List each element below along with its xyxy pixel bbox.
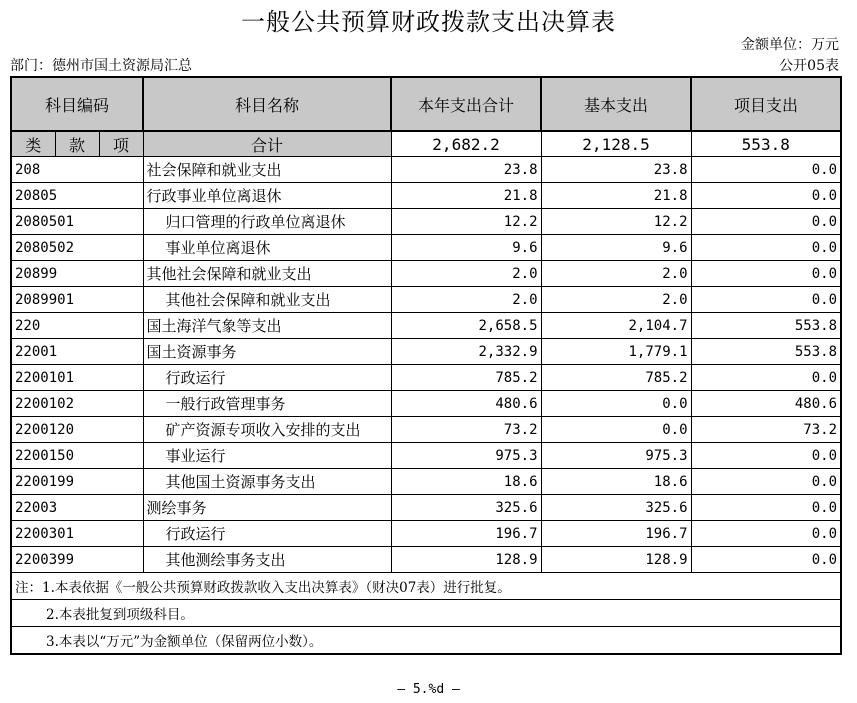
table-row	[11, 287, 841, 313]
row-name: 行政运行	[143, 365, 391, 391]
row-project: 0.0	[691, 469, 841, 495]
row-total: 23.8	[391, 157, 541, 183]
row-code: 22003	[11, 495, 143, 521]
row-project: 0.0	[691, 495, 841, 521]
row-total: 196.7	[391, 521, 541, 547]
row-name: 矿产资源专项收入安排的支出	[143, 417, 391, 443]
row-code: 20899	[11, 261, 143, 287]
table-row	[11, 339, 841, 365]
row-name: 事业运行	[143, 443, 391, 469]
row-total: 2.0	[391, 261, 541, 287]
row-basic: 21.8	[541, 183, 691, 209]
row-project: 0.0	[691, 261, 841, 287]
row-total: 785.2	[391, 365, 541, 391]
row-project: 553.8	[691, 313, 841, 339]
row-project: 0.0	[691, 365, 841, 391]
row-project: 480.6	[691, 391, 841, 417]
row-code: 2200399	[11, 547, 143, 573]
sum-project: 553.8	[691, 131, 841, 157]
row-basic: 2.0	[541, 261, 691, 287]
row-code: 20805	[11, 183, 143, 209]
row-name: 事业单位离退休	[143, 235, 391, 261]
row-name: 行政事业单位离退休	[143, 183, 391, 209]
row-basic: 0.0	[541, 417, 691, 443]
table-row	[11, 495, 841, 521]
table-row	[11, 443, 841, 469]
row-total: 2.0	[391, 287, 541, 313]
row-total: 2,332.9	[391, 339, 541, 365]
note-text: 注：1.本表依据《一般公共预算财政拨款收入支出决算表》（财决07表）进行批复。	[11, 573, 841, 600]
row-name: 其他国土资源事务支出	[143, 469, 391, 495]
row-name: 国土海洋气象等支出	[143, 313, 391, 339]
row-basic: 785.2	[541, 365, 691, 391]
row-name: 行政运行	[143, 521, 391, 547]
row-project: 0.0	[691, 521, 841, 547]
row-total: 2,658.5	[391, 313, 541, 339]
subheader-xiang: 项	[99, 131, 143, 157]
subheader-kuan: 款	[55, 131, 99, 157]
row-total: 12.2	[391, 209, 541, 235]
row-total: 73.2	[391, 417, 541, 443]
row-code: 2200102	[11, 391, 143, 417]
row-code: 2200101	[11, 365, 143, 391]
row-code: 2089901	[11, 287, 143, 313]
row-basic: 325.6	[541, 495, 691, 521]
row-project: 0.0	[691, 209, 841, 235]
header-total: 本年支出合计	[391, 77, 541, 131]
department-label: 部门：德州市国土资源局汇总	[10, 58, 192, 74]
subheader-lei: 类	[11, 131, 55, 157]
row-project: 553.8	[691, 339, 841, 365]
header-name: 科目名称	[143, 77, 391, 131]
expenditure-table	[10, 76, 842, 655]
row-code: 2200120	[11, 417, 143, 443]
table-row	[11, 391, 841, 417]
row-name: 一般行政管理事务	[143, 391, 391, 417]
row-name: 社会保障和就业支出	[143, 157, 391, 183]
row-total: 975.3	[391, 443, 541, 469]
row-code: 2080501	[11, 209, 143, 235]
table-row	[11, 235, 841, 261]
note-row	[11, 600, 841, 627]
row-basic: 18.6	[541, 469, 691, 495]
note-text: 3.本表以“万元”为金额单位（保留两位小数）。	[11, 627, 841, 655]
row-total: 9.6	[391, 235, 541, 261]
sum-label: 合计	[143, 131, 391, 157]
sum-total: 2,682.2	[391, 131, 541, 157]
row-basic: 23.8	[541, 157, 691, 183]
page-footer: — 5.%d —	[397, 682, 460, 697]
header-code: 科目编码	[11, 77, 143, 131]
row-name: 归口管理的行政单位离退休	[143, 209, 391, 235]
table-row	[11, 417, 841, 443]
row-basic: 0.0	[541, 391, 691, 417]
table-row	[11, 313, 841, 339]
header-basic: 基本支出	[541, 77, 691, 131]
row-code: 2080502	[11, 235, 143, 261]
row-project: 0.0	[691, 443, 841, 469]
form-number: 公开05表	[779, 58, 839, 74]
row-total: 18.6	[391, 469, 541, 495]
row-code: 22001	[11, 339, 143, 365]
table-row	[11, 157, 841, 183]
row-basic: 128.9	[541, 547, 691, 573]
row-basic: 2,104.7	[541, 313, 691, 339]
row-project: 0.0	[691, 235, 841, 261]
row-basic: 1,779.1	[541, 339, 691, 365]
row-project: 0.0	[691, 183, 841, 209]
note-row	[11, 627, 841, 655]
table-row	[11, 261, 841, 287]
table-header-row	[11, 77, 841, 131]
table-row	[11, 365, 841, 391]
row-project: 73.2	[691, 417, 841, 443]
note-row	[11, 573, 841, 600]
unit-label: 金额单位：万元	[741, 37, 839, 53]
table-subheader-row	[11, 131, 841, 157]
row-basic: 975.3	[541, 443, 691, 469]
row-name: 其他测绘事务支出	[143, 547, 391, 573]
row-basic: 2.0	[541, 287, 691, 313]
row-name: 其他社会保障和就业支出	[143, 287, 391, 313]
row-name: 其他社会保障和就业支出	[143, 261, 391, 287]
row-code: 2200199	[11, 469, 143, 495]
header-project: 项目支出	[691, 77, 841, 131]
note-text: 2.本表批复到项级科目。	[11, 600, 841, 627]
row-total: 21.8	[391, 183, 541, 209]
row-project: 0.0	[691, 157, 841, 183]
page-title: 一般公共预算财政拨款支出决算表	[241, 8, 616, 36]
table-row	[11, 547, 841, 573]
sum-basic: 2,128.5	[541, 131, 691, 157]
table-row	[11, 521, 841, 547]
table-row	[11, 469, 841, 495]
row-code: 2200150	[11, 443, 143, 469]
row-code: 208	[11, 157, 143, 183]
row-basic: 9.6	[541, 235, 691, 261]
table-row	[11, 209, 841, 235]
row-name: 测绘事务	[143, 495, 391, 521]
row-basic: 12.2	[541, 209, 691, 235]
row-name: 国土资源事务	[143, 339, 391, 365]
row-project: 0.0	[691, 287, 841, 313]
row-code: 220	[11, 313, 143, 339]
row-basic: 196.7	[541, 521, 691, 547]
table-row	[11, 183, 841, 209]
row-total: 325.6	[391, 495, 541, 521]
row-code: 2200301	[11, 521, 143, 547]
row-total: 128.9	[391, 547, 541, 573]
row-total: 480.6	[391, 391, 541, 417]
row-project: 0.0	[691, 547, 841, 573]
